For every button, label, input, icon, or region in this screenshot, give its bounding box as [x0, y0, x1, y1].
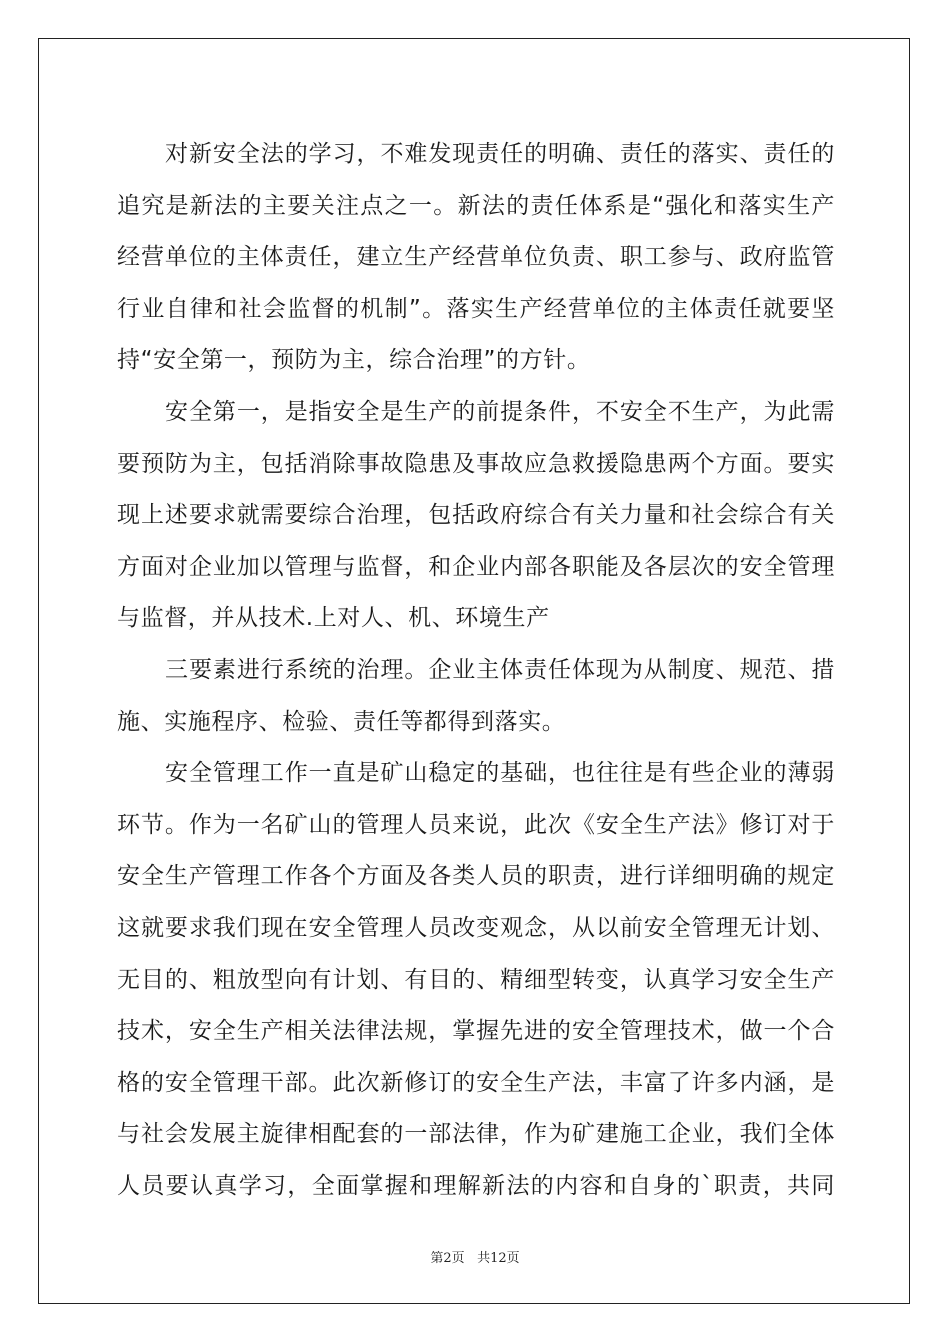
text-line: 安全管理工作一直是矿山稳定的基础，也往往是有些企业的薄弱: [165, 760, 835, 787]
text-line: 无目的、粗放型向有计划、有目的、精细型转变，认真学习安全生产: [117, 966, 835, 993]
document-body: [117, 129, 835, 1212]
page-footer: [0, 1247, 950, 1266]
text-line: 现上述要求就需要综合治理，包括政府综合有关力量和社会综合有关: [117, 502, 835, 529]
paragraph-4: [117, 748, 835, 1212]
text-line: 技术，安全生产相关法律法规，掌握先进的安全管理技术，做一个合: [117, 1018, 835, 1045]
page-total: 共12页: [477, 1251, 520, 1266]
text-line: 追究是新法的主要关注点之一。新法的责任体系是“强化和落实生产: [117, 192, 835, 219]
text-line: 环节。作为一名矿山的管理人员来说，此次《安全生产法》修订对于: [117, 811, 835, 838]
footer-spacer: [465, 1251, 477, 1266]
paragraph-2: [117, 387, 835, 645]
text-line: 安全生产管理工作各个方面及各类人员的职责，进行详细明确的规定: [117, 863, 835, 890]
text-line: 施、实施程序、检验、责任等都得到落实。: [117, 708, 566, 735]
text-line: 与社会发展主旋律相配套的一部法律，作为矿建施工企业，我们全体: [117, 1121, 835, 1148]
text-line: 对新安全法的学习，不难发现责任的明确、责任的落实、责任的: [165, 141, 835, 167]
text-line: 这就要求我们现在安全管理人员改变观念，从以前安全管理无计划、: [117, 914, 835, 941]
text-line: 与监督，并从技术.上对人、机、环境生产: [117, 605, 550, 632]
text-line: 方面对企业加以管理与监督，和企业内部各职能及各层次的安全管理: [117, 553, 835, 580]
paragraph-3: [117, 645, 835, 748]
text-line: 三要素进行系统的治理。企业主体责任体现为从制度、规范、措: [165, 656, 835, 683]
text-line: 安全第一，是指安全是生产的前提条件，不安全不生产，为此需: [165, 398, 835, 425]
page-number: 第2页: [430, 1251, 465, 1266]
text-line: 持“安全第一，预防为主，综合治理”的方针。: [117, 347, 591, 374]
paragraph-1: [117, 129, 835, 387]
text-line: 要预防为主，包括消除事故隐患及事故应急救援隐患两个方面。要实: [117, 450, 835, 477]
text-line: 行业自律和社会监督的机制”。落实生产经营单位的主体责任就要坚: [117, 295, 835, 322]
text-line: 人员要认真学习，全面掌握和理解新法的内容和自身的`职责，共同: [117, 1172, 835, 1199]
text-line: 经营单位的主体责任，建立生产经营单位负责、职工参与、政府监管: [117, 244, 835, 271]
text-line: 格的安全管理干部。此次新修订的安全生产法，丰富了许多内涵，是: [117, 1069, 835, 1096]
